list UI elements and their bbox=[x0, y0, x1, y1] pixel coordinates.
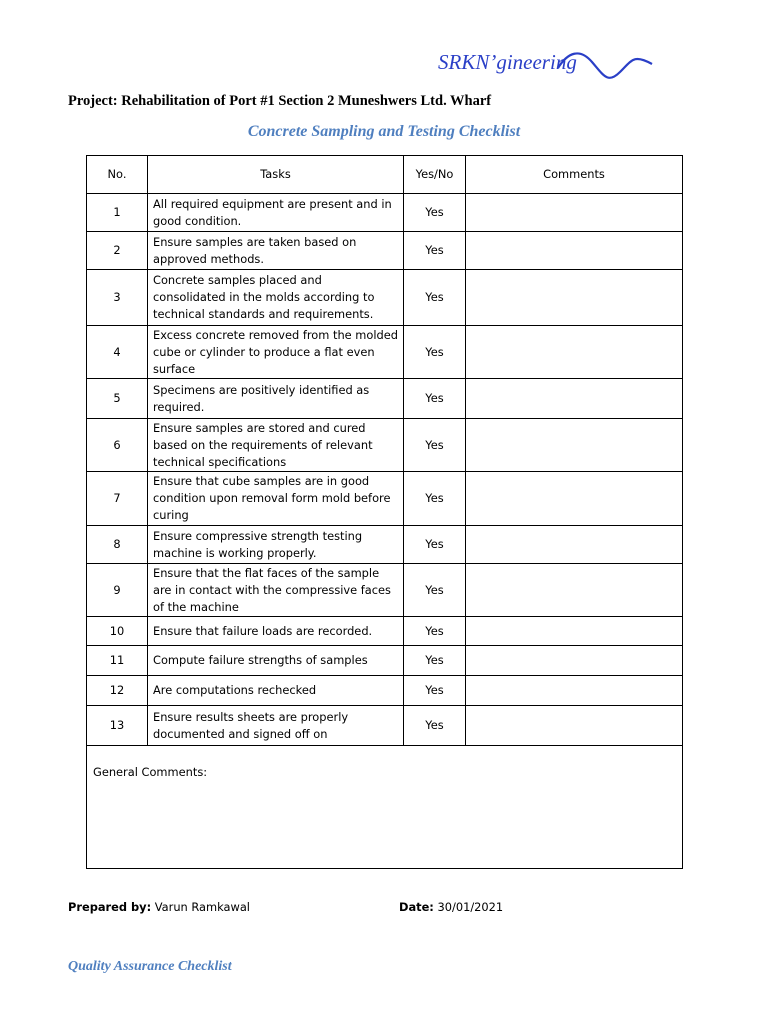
row-task: Are computations rechecked bbox=[148, 676, 404, 706]
row-comment bbox=[466, 194, 683, 232]
prepared-by-value: Varun Ramkawal bbox=[154, 900, 250, 914]
row-answer: Yes bbox=[404, 526, 466, 564]
row-comment bbox=[466, 472, 683, 526]
row-comment bbox=[466, 270, 683, 326]
row-number: 3 bbox=[87, 270, 148, 326]
header-comments: Comments bbox=[466, 156, 683, 194]
row-number: 5 bbox=[87, 379, 148, 419]
date-label: Date: bbox=[399, 900, 434, 914]
logo-text: SRKN’gineering bbox=[438, 50, 577, 74]
row-task: Excess concrete removed from the molded cube or cylinder to produce a flat even surface bbox=[148, 326, 404, 379]
row-task: Concrete samples placed and consolidated in the molds according to technical standards and requirements. bbox=[148, 270, 404, 326]
row-comment bbox=[466, 617, 683, 646]
row-task: Ensure that cube samples are in good condition upon removal form mold before curing bbox=[148, 472, 404, 526]
row-task: Ensure samples are stored and cured based on the requirements of relevant technical specifications bbox=[148, 419, 404, 472]
row-number: 9 bbox=[87, 564, 148, 617]
row-comment bbox=[466, 706, 683, 746]
row-number: 8 bbox=[87, 526, 148, 564]
row-answer: Yes bbox=[404, 379, 466, 419]
header-yesno: Yes/No bbox=[404, 156, 466, 194]
page-title: Concrete Sampling and Testing Checklist bbox=[247, 123, 521, 140]
table-row bbox=[87, 326, 683, 379]
row-task: Ensure compressive strength testing machine is working properly. bbox=[148, 526, 404, 564]
header-tasks: Tasks bbox=[148, 156, 404, 194]
checklist-table bbox=[86, 155, 683, 869]
row-answer: Yes bbox=[404, 270, 466, 326]
row-number: 2 bbox=[87, 232, 148, 270]
header-no: No. bbox=[87, 156, 148, 194]
table-row bbox=[87, 706, 683, 746]
date-value: 30/01/2021 bbox=[437, 900, 504, 914]
row-answer: Yes bbox=[404, 646, 466, 676]
quality-assurance-label: Quality Assurance Checklist bbox=[68, 959, 232, 974]
row-task: Specimens are positively identified as required. bbox=[148, 379, 404, 419]
row-number: 4 bbox=[87, 326, 148, 379]
project-line: Project: Rehabilitation of Port #1 Section 2 Muneshwers Ltd. Wharf bbox=[68, 93, 492, 109]
row-task: Ensure samples are taken based on approved methods. bbox=[148, 232, 404, 270]
row-comment bbox=[466, 526, 683, 564]
general-comments-row bbox=[87, 746, 683, 869]
table-row bbox=[87, 564, 683, 617]
row-comment bbox=[466, 232, 683, 270]
prepared-by-label: Prepared by: bbox=[68, 900, 152, 914]
document-date bbox=[399, 900, 503, 914]
row-comment bbox=[466, 646, 683, 676]
prepared-by bbox=[68, 900, 250, 914]
table-row bbox=[87, 379, 683, 419]
row-answer: Yes bbox=[404, 472, 466, 526]
row-task: Ensure results sheets are properly documented and signed off on bbox=[148, 706, 404, 746]
row-answer: Yes bbox=[404, 194, 466, 232]
row-comment bbox=[466, 419, 683, 472]
table-row bbox=[87, 419, 683, 472]
row-answer: Yes bbox=[404, 232, 466, 270]
table-row bbox=[87, 526, 683, 564]
table-row bbox=[87, 194, 683, 232]
row-answer: Yes bbox=[404, 706, 466, 746]
row-answer: Yes bbox=[404, 419, 466, 472]
row-comment bbox=[466, 379, 683, 419]
row-number: 1 bbox=[87, 194, 148, 232]
row-comment bbox=[466, 676, 683, 706]
row-answer: Yes bbox=[404, 617, 466, 646]
row-comment bbox=[466, 564, 683, 617]
logo-wave-icon bbox=[556, 50, 656, 90]
table-row bbox=[87, 472, 683, 526]
row-answer: Yes bbox=[404, 564, 466, 617]
table-row bbox=[87, 270, 683, 326]
table-row bbox=[87, 232, 683, 270]
company-logo bbox=[438, 50, 658, 90]
row-comment bbox=[466, 326, 683, 379]
row-number: 12 bbox=[87, 676, 148, 706]
table-header-row bbox=[87, 156, 683, 194]
row-answer: Yes bbox=[404, 676, 466, 706]
row-number: 13 bbox=[87, 706, 148, 746]
table-row bbox=[87, 646, 683, 676]
row-task: All required equipment are present and in good condition. bbox=[148, 194, 404, 232]
table-row bbox=[87, 617, 683, 646]
general-comments-label: General Comments: bbox=[87, 746, 683, 869]
row-number: 10 bbox=[87, 617, 148, 646]
table-row bbox=[87, 676, 683, 706]
row-number: 6 bbox=[87, 419, 148, 472]
row-number: 7 bbox=[87, 472, 148, 526]
row-number: 11 bbox=[87, 646, 148, 676]
row-task: Ensure that the flat faces of the sample are in contact with the compressive faces of the machine bbox=[148, 564, 404, 617]
row-answer: Yes bbox=[404, 326, 466, 379]
row-task: Compute failure strengths of samples bbox=[148, 646, 404, 676]
row-task: Ensure that failure loads are recorded. bbox=[148, 617, 404, 646]
